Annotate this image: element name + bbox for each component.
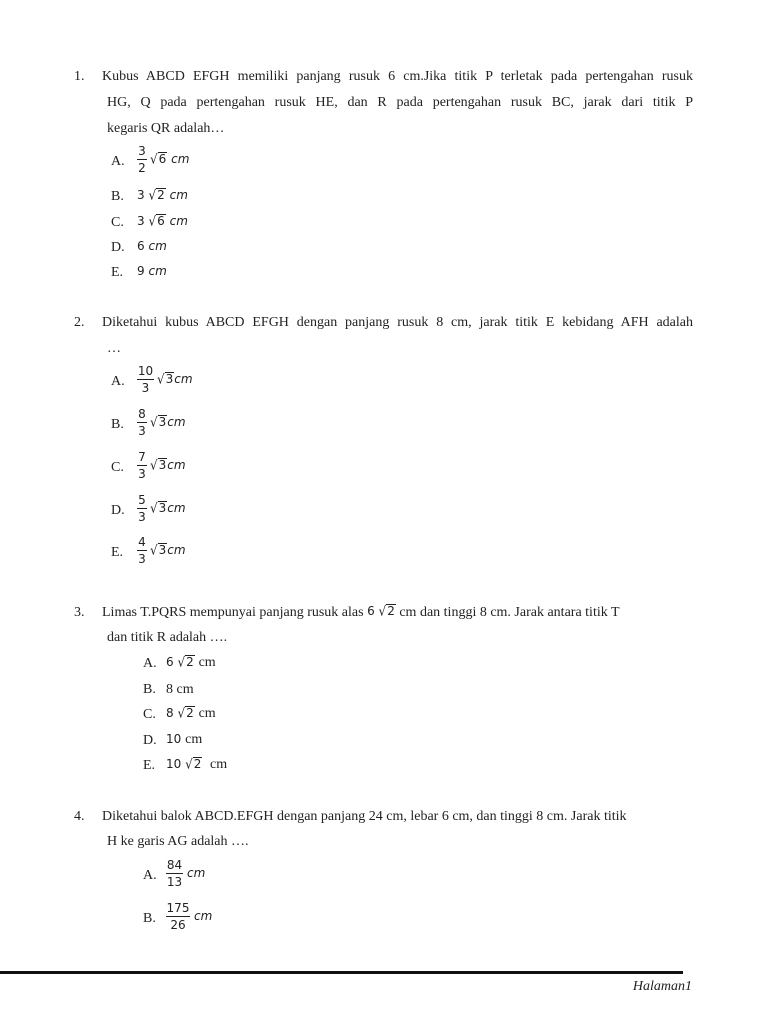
option-letter: C. — [143, 707, 156, 722]
option-expression: √3cm — [157, 371, 193, 387]
option-letter: C. — [111, 460, 124, 475]
option-expression: cm — [194, 909, 213, 923]
option-letter: A. — [143, 656, 157, 671]
option-letter: D. — [111, 503, 125, 518]
question-number: 3. — [74, 605, 85, 620]
option-expression: √3cm — [150, 500, 186, 516]
option-expression: 10 cm — [166, 732, 203, 747]
option-fraction: 7 3 — [138, 450, 146, 481]
option-letter: E. — [143, 758, 156, 773]
option-expression: 9 cm — [137, 264, 167, 278]
option-letter: E. — [111, 265, 124, 280]
option-expression: √3cm — [150, 457, 186, 473]
option-fraction: 4 3 — [138, 535, 146, 566]
page-number-label: Halaman1 — [632, 979, 692, 994]
option-expression: 6 cm — [137, 239, 167, 253]
option-fraction: 10 3 — [137, 364, 154, 395]
option-expression: √3cm — [150, 414, 186, 430]
question-number: 1. — [74, 69, 85, 84]
inline-expression: 6 √2 — [367, 603, 395, 619]
question-text-line: H ke garis AG adalah …. — [107, 834, 249, 849]
option-text: 8 cm — [166, 682, 194, 697]
question-text-line: HG, Q pada pertengahan rusuk HE, dan R pada pertengahan rusuk BC, jarak dari titik P — [107, 95, 693, 110]
option-expression: 3 √2 cm — [137, 187, 188, 203]
option-letter: B. — [143, 911, 156, 926]
question-text-line: Diketahui kubus ABCD EFGH dengan panjang rusuk 8 cm, jarak titik E kebidang AFH adalah — [102, 315, 693, 330]
footer-divider — [0, 971, 683, 974]
option-expression: 3 √6 cm — [137, 213, 188, 229]
question-number: 4. — [74, 809, 85, 824]
option-fraction: 84 13 — [166, 858, 183, 889]
option-letter: A. — [143, 868, 157, 883]
option-fraction: 3 2 — [138, 144, 146, 175]
question-text-line: dan titik R adalah …. — [107, 630, 228, 645]
option-letter: A. — [111, 374, 125, 389]
option-letter: B. — [111, 189, 124, 204]
option-fraction: 175 26 — [166, 901, 190, 932]
option-letter: B. — [111, 417, 124, 432]
option-expression: cm — [187, 866, 206, 880]
option-fraction: 5 3 — [138, 493, 146, 524]
option-expression: 6 √2 cm — [166, 654, 216, 670]
option-letter: E. — [111, 545, 124, 560]
option-letter: A. — [111, 154, 125, 169]
option-letter: C. — [111, 215, 124, 230]
option-letter: D. — [143, 733, 157, 748]
option-expression: 10 √2 cm — [166, 756, 228, 772]
option-fraction: 8 3 — [138, 407, 146, 438]
question-number: 2. — [74, 315, 85, 330]
question-text-line: Limas T.PQRS mempunyai panjang rusuk alas 6 √2 cm dan tinggi 8 cm. Jarak antara titik T — [102, 603, 620, 620]
option-letter: B. — [143, 682, 156, 697]
option-expression: √6 cm — [150, 151, 190, 167]
option-expression: √3cm — [150, 542, 186, 558]
option-letter: D. — [111, 240, 125, 255]
option-expression: 8 √2 cm — [166, 705, 216, 721]
question-text-line: Diketahui balok ABCD.EFGH dengan panjang 24 cm, lebar 6 cm, dan tinggi 8 cm. Jarak titik — [102, 809, 627, 824]
question-text-line: kegaris QR adalah… — [107, 121, 225, 136]
question-text-line: … — [107, 341, 121, 356]
question-text-line: Kubus ABCD EFGH memiliki panjang rusuk 6 cm.Jika titik P terletak pada pertengahan rusuk — [102, 69, 693, 84]
